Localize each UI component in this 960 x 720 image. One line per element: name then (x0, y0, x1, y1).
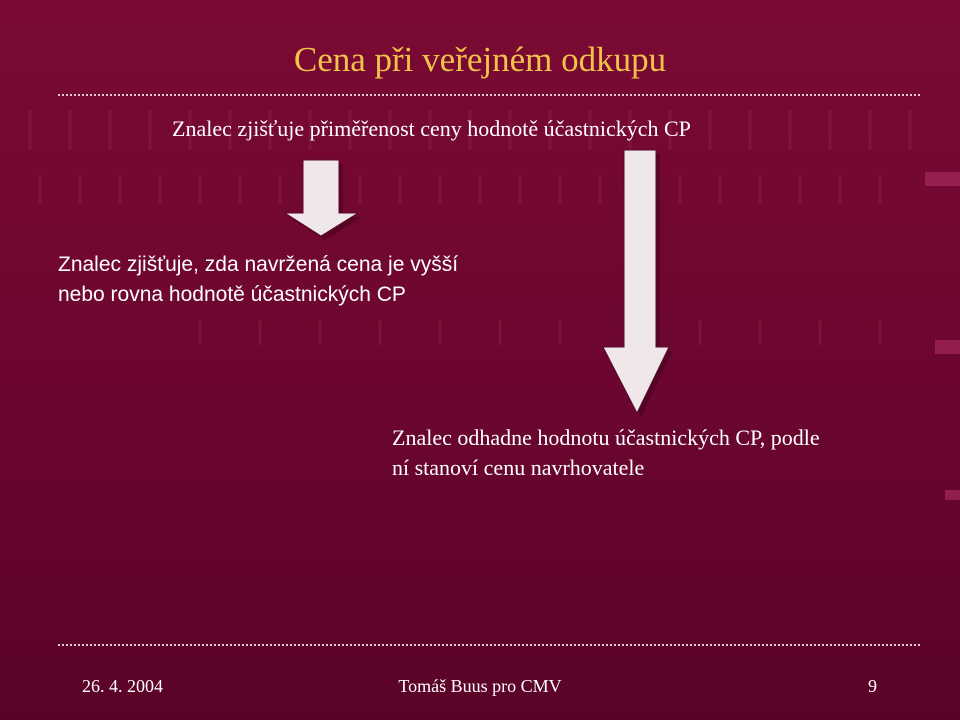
condition-line-a: Znalec zjišťuje, zda navržená cena je vyšší (58, 253, 459, 276)
condition-text (58, 250, 558, 310)
estimate-line-b: ní stanoví cenu navrhovatele (392, 455, 645, 480)
statement-line: Znalec zjišťuje přiměřenost ceny hodnotě účastnických CP (172, 116, 691, 141)
estimate-text (392, 423, 932, 483)
slide-title: Cena při veřejném odkupu (293, 40, 667, 79)
arrow-down-icon (285, 160, 362, 240)
footer-date: 26. 4. 2004 (82, 676, 163, 696)
page-number: 9 (868, 676, 877, 696)
arrow-down-icon (603, 150, 673, 417)
footer-author: Tomáš Buus pro CMV (398, 676, 562, 696)
condition-line-b: nebo rovna hodnotě účastnických CP (58, 283, 406, 306)
bottom-divider (58, 644, 920, 646)
estimate-line-a: Znalec odhadne hodnotu účastnických CP, podle (392, 425, 820, 450)
